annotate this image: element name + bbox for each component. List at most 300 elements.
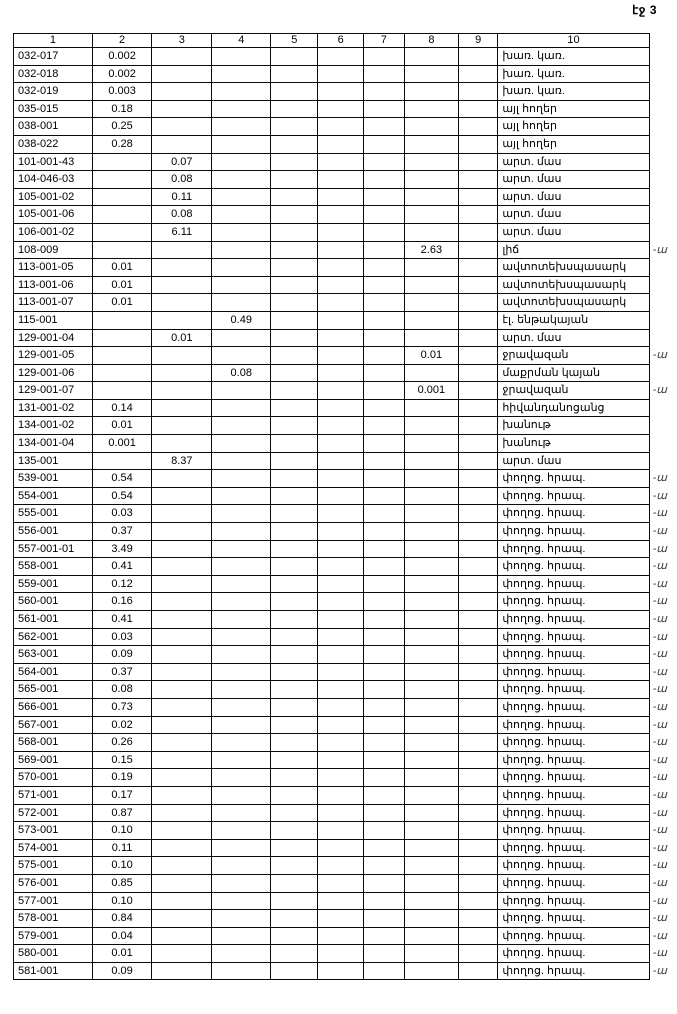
area-value-cell — [318, 470, 364, 488]
area-value-cell — [152, 311, 212, 329]
table-row — [14, 206, 677, 224]
table-row — [14, 347, 677, 365]
area-value-cell — [318, 417, 364, 435]
area-value-cell — [404, 523, 458, 541]
land-use-cell: փողոց. հրապ. — [498, 558, 649, 576]
handwritten-margin-mark: -ա — [652, 876, 668, 889]
area-value-cell — [363, 804, 404, 822]
land-use-cell: էլ. ենթակայան — [498, 311, 649, 329]
area-value-cell — [363, 892, 404, 910]
area-value-cell — [92, 188, 152, 206]
area-value-cell — [459, 910, 498, 928]
area-value-cell — [271, 223, 318, 241]
area-value-cell — [318, 734, 364, 752]
land-use-cell: խանութ — [498, 435, 649, 453]
land-use-cell: փողոց. հրապ. — [498, 575, 649, 593]
area-value-cell: 0.07 — [152, 153, 212, 171]
area-value-cell — [363, 540, 404, 558]
area-value-cell — [212, 822, 271, 840]
area-value-cell — [318, 206, 364, 224]
land-use-cell: լիճ — [498, 241, 649, 259]
area-value-cell — [318, 223, 364, 241]
area-value-cell — [271, 171, 318, 189]
handwritten-margin-mark: -ա — [652, 595, 668, 608]
handwritten-margin-mark: -ա — [652, 753, 668, 766]
area-value-cell: 0.28 — [92, 135, 152, 153]
area-value-cell — [318, 945, 364, 963]
area-value-cell — [212, 83, 271, 101]
parcel-code-cell: 574-001 — [14, 839, 93, 857]
area-value-cell — [363, 857, 404, 875]
parcel-code-cell: 570-001 — [14, 769, 93, 787]
area-value-cell — [152, 769, 212, 787]
area-value-cell — [271, 206, 318, 224]
table-row — [14, 48, 677, 66]
area-value-cell — [459, 927, 498, 945]
area-value-cell — [92, 452, 152, 470]
land-use-cell: այլ հողեր — [498, 100, 649, 118]
area-value-cell: 0.54 — [92, 470, 152, 488]
area-value-cell: 0.03 — [92, 628, 152, 646]
area-value-cell — [271, 347, 318, 365]
column-header: 6 — [318, 34, 364, 48]
parcel-code-cell: 559-001 — [14, 575, 93, 593]
area-value-cell — [318, 751, 364, 769]
parcel-code-cell: 567-001 — [14, 716, 93, 734]
area-value-cell: 0.14 — [92, 399, 152, 417]
area-value-cell — [404, 646, 458, 664]
land-use-cell: փողոց. հրապ. — [498, 839, 649, 857]
area-value-cell — [459, 487, 498, 505]
area-value-cell — [271, 435, 318, 453]
area-value-cell — [152, 118, 212, 136]
table-row — [14, 135, 677, 153]
land-use-cell: փողոց. հրապ. — [498, 523, 649, 541]
area-value-cell — [459, 716, 498, 734]
area-value-cell — [404, 188, 458, 206]
handwritten-margin-mark: -ա — [652, 472, 668, 485]
area-value-cell — [92, 223, 152, 241]
area-value-cell — [92, 153, 152, 171]
land-use-cell: արտ. մաս — [498, 452, 649, 470]
area-value-cell — [363, 874, 404, 892]
area-value-cell — [212, 135, 271, 153]
area-value-cell — [459, 347, 498, 365]
area-value-cell — [152, 734, 212, 752]
area-value-cell — [152, 663, 212, 681]
area-value-cell — [404, 364, 458, 382]
land-use-cell: փողոց. հրապ. — [498, 505, 649, 523]
parcel-code-cell: 105-001-06 — [14, 206, 93, 224]
parcel-code-cell: 035-015 — [14, 100, 93, 118]
area-value-cell: 0.10 — [92, 892, 152, 910]
land-use-cell: փողոց. հրապ. — [498, 751, 649, 769]
parcel-code-cell: 032-019 — [14, 83, 93, 101]
table-row — [14, 822, 677, 840]
area-value-cell — [92, 382, 152, 400]
area-value-cell — [212, 241, 271, 259]
area-value-cell — [271, 857, 318, 875]
area-value-cell — [271, 822, 318, 840]
area-value-cell — [271, 681, 318, 699]
land-use-cell: փողոց. հրապ. — [498, 611, 649, 629]
handwritten-margin-mark: -ա — [652, 349, 668, 362]
area-value-cell — [152, 698, 212, 716]
handwritten-margin-mark — [649, 188, 676, 206]
handwritten-margin-mark: -ա — [652, 947, 668, 960]
area-value-cell — [363, 628, 404, 646]
table-row — [14, 804, 677, 822]
area-value-cell — [212, 399, 271, 417]
area-value-cell — [212, 540, 271, 558]
area-value-cell: 2.63 — [404, 241, 458, 259]
land-use-cell: փողոց. հրապ. — [498, 646, 649, 664]
area-value-cell — [459, 769, 498, 787]
table-row — [14, 276, 677, 294]
parcel-code-cell: 038-001 — [14, 118, 93, 136]
area-value-cell — [363, 822, 404, 840]
area-value-cell — [212, 628, 271, 646]
area-value-cell: 0.41 — [92, 611, 152, 629]
area-value-cell — [459, 311, 498, 329]
area-value-cell — [363, 769, 404, 787]
parcel-code-cell: 572-001 — [14, 804, 93, 822]
area-value-cell — [363, 294, 404, 312]
area-value-cell — [459, 945, 498, 963]
table-row — [14, 241, 677, 259]
area-value-cell — [363, 48, 404, 66]
table-row — [14, 646, 677, 664]
area-value-cell — [152, 100, 212, 118]
column-header: 1 — [14, 34, 93, 48]
area-value-cell: 8.37 — [152, 452, 212, 470]
parcel-code-cell: 556-001 — [14, 523, 93, 541]
handwritten-margin-mark: -ա — [652, 929, 668, 942]
area-value-cell — [92, 171, 152, 189]
handwritten-margin-mark — [649, 311, 676, 329]
area-value-cell — [363, 364, 404, 382]
handwritten-margin-mark: -ա — [652, 648, 668, 661]
area-value-cell — [404, 118, 458, 136]
handwritten-margin-mark — [649, 118, 676, 136]
area-value-cell — [271, 382, 318, 400]
table-row — [14, 628, 677, 646]
parcel-code-cell: 566-001 — [14, 698, 93, 716]
area-value-cell — [271, 558, 318, 576]
area-value-cell — [404, 417, 458, 435]
area-value-cell: 0.001 — [92, 435, 152, 453]
area-value-cell — [363, 927, 404, 945]
table-row — [14, 611, 677, 629]
area-value-cell — [404, 135, 458, 153]
area-value-cell — [459, 558, 498, 576]
handwritten-margin-mark: -ա — [652, 964, 668, 977]
area-value-cell — [271, 417, 318, 435]
area-value-cell — [459, 839, 498, 857]
parcel-code-cell: 578-001 — [14, 910, 93, 928]
area-value-cell: 0.08 — [92, 681, 152, 699]
parcel-code-cell: 115-001 — [14, 311, 93, 329]
parcel-code-cell: 113-001-07 — [14, 294, 93, 312]
area-value-cell — [152, 962, 212, 980]
area-value-cell — [212, 681, 271, 699]
area-value-cell — [212, 698, 271, 716]
area-value-cell — [404, 786, 458, 804]
area-value-cell — [271, 399, 318, 417]
column-header: 10 — [498, 34, 649, 48]
area-value-cell — [404, 48, 458, 66]
area-value-cell — [212, 259, 271, 277]
parcel-code-cell: 571-001 — [14, 786, 93, 804]
area-value-cell — [271, 611, 318, 629]
parcel-code-cell: 104-046-03 — [14, 171, 93, 189]
area-value-cell — [212, 575, 271, 593]
area-value-cell — [404, 751, 458, 769]
land-use-cell: փողոց. հրապ. — [498, 540, 649, 558]
area-value-cell: 0.11 — [92, 839, 152, 857]
area-value-cell: 0.01 — [92, 945, 152, 963]
area-value-cell — [212, 716, 271, 734]
area-value-cell — [318, 505, 364, 523]
area-value-cell: 0.54 — [92, 487, 152, 505]
parcel-code-cell: 038-022 — [14, 135, 93, 153]
area-value-cell — [459, 663, 498, 681]
area-value-cell — [459, 399, 498, 417]
area-value-cell: 0.08 — [212, 364, 271, 382]
area-value-cell — [404, 945, 458, 963]
area-value-cell — [152, 435, 212, 453]
area-value-cell — [152, 611, 212, 629]
area-value-cell — [212, 769, 271, 787]
handwritten-margin-mark — [649, 223, 676, 241]
area-value-cell — [271, 892, 318, 910]
area-value-cell — [404, 839, 458, 857]
area-value-cell — [459, 822, 498, 840]
area-value-cell — [459, 628, 498, 646]
area-value-cell — [459, 100, 498, 118]
handwritten-margin-mark: -ա — [652, 788, 668, 801]
area-value-cell: 0.11 — [152, 188, 212, 206]
land-use-cell: մաքրման կայան — [498, 364, 649, 382]
area-value-cell — [404, 874, 458, 892]
area-value-cell — [363, 558, 404, 576]
area-value-cell — [404, 100, 458, 118]
area-value-cell — [152, 382, 212, 400]
area-value-cell — [404, 487, 458, 505]
parcel-code-cell: 106-001-02 — [14, 223, 93, 241]
area-value-cell: 0.01 — [404, 347, 458, 365]
parcel-code-cell: 580-001 — [14, 945, 93, 963]
area-value-cell — [152, 523, 212, 541]
table-row — [14, 839, 677, 857]
area-value-cell — [212, 804, 271, 822]
area-value-cell — [212, 276, 271, 294]
area-value-cell — [152, 786, 212, 804]
area-value-cell — [152, 399, 212, 417]
handwritten-margin-mark: -ա — [652, 771, 668, 784]
land-use-cell: խառ. կառ. — [498, 83, 649, 101]
table-row — [14, 716, 677, 734]
land-use-cell: փողոց. հրապ. — [498, 892, 649, 910]
area-value-cell — [152, 364, 212, 382]
area-value-cell — [318, 628, 364, 646]
area-value-cell — [152, 294, 212, 312]
parcel-code-cell: 032-018 — [14, 65, 93, 83]
area-value-cell — [318, 171, 364, 189]
area-value-cell — [212, 646, 271, 664]
area-value-cell — [152, 910, 212, 928]
area-value-cell — [459, 364, 498, 382]
area-value-cell — [318, 83, 364, 101]
table-row — [14, 188, 677, 206]
area-value-cell — [152, 48, 212, 66]
handwritten-margin-mark: -ա — [652, 560, 668, 573]
area-value-cell — [459, 135, 498, 153]
area-value-cell — [404, 857, 458, 875]
area-value-cell — [459, 329, 498, 347]
table-row — [14, 382, 677, 400]
area-value-cell — [271, 540, 318, 558]
parcel-code-cell: 564-001 — [14, 663, 93, 681]
area-value-cell — [404, 681, 458, 699]
table-row — [14, 769, 677, 787]
area-value-cell — [212, 329, 271, 347]
handwritten-margin-mark: -ա — [652, 700, 668, 713]
area-value-cell — [271, 505, 318, 523]
area-value-cell — [318, 822, 364, 840]
parcel-code-cell: 108-009 — [14, 241, 93, 259]
area-value-cell — [152, 558, 212, 576]
area-value-cell: 0.49 — [212, 311, 271, 329]
area-value-cell — [459, 751, 498, 769]
area-value-cell — [318, 364, 364, 382]
area-value-cell — [318, 910, 364, 928]
area-value-cell — [152, 628, 212, 646]
land-use-cell: արտ. մաս — [498, 188, 649, 206]
table-row — [14, 118, 677, 136]
area-value-cell — [152, 470, 212, 488]
area-value-cell — [459, 435, 498, 453]
table-row — [14, 945, 677, 963]
area-value-cell: 0.37 — [92, 663, 152, 681]
area-value-cell — [404, 223, 458, 241]
area-value-cell — [152, 65, 212, 83]
area-value-cell — [459, 118, 498, 136]
handwritten-margin-mark — [649, 435, 676, 453]
area-value-cell — [212, 452, 271, 470]
handwritten-margin-mark: -ա — [652, 894, 668, 907]
parcel-code-cell: 555-001 — [14, 505, 93, 523]
land-use-cell: ջրավազան — [498, 347, 649, 365]
area-value-cell — [152, 540, 212, 558]
land-use-cell: փողոց. հրապ. — [498, 593, 649, 611]
area-value-cell — [212, 505, 271, 523]
area-value-cell — [212, 188, 271, 206]
parcel-code-cell: 539-001 — [14, 470, 93, 488]
table-row — [14, 575, 677, 593]
area-value-cell — [92, 347, 152, 365]
area-value-cell — [404, 505, 458, 523]
area-value-cell — [271, 927, 318, 945]
parcel-code-cell: 113-001-05 — [14, 259, 93, 277]
table-row — [14, 470, 677, 488]
land-use-cell: ավտոտեխսպասարկ — [498, 276, 649, 294]
area-value-cell — [152, 417, 212, 435]
area-value-cell — [459, 206, 498, 224]
area-value-cell — [271, 593, 318, 611]
area-value-cell — [152, 83, 212, 101]
area-value-cell — [459, 188, 498, 206]
area-value-cell — [271, 48, 318, 66]
area-value-cell: 0.02 — [92, 716, 152, 734]
land-use-cell: փողոց. հրապ. — [498, 734, 649, 752]
table-row — [14, 786, 677, 804]
area-value-cell — [271, 294, 318, 312]
parcel-code-cell: 576-001 — [14, 874, 93, 892]
area-value-cell — [92, 206, 152, 224]
area-value-cell — [152, 839, 212, 857]
table-row — [14, 540, 677, 558]
area-value-cell: 0.10 — [92, 857, 152, 875]
table-row — [14, 874, 677, 892]
table-row — [14, 523, 677, 541]
area-value-cell — [212, 663, 271, 681]
area-value-cell — [363, 945, 404, 963]
area-value-cell — [404, 540, 458, 558]
land-use-cell: փողոց. հրապ. — [498, 927, 649, 945]
area-value-cell — [459, 470, 498, 488]
land-use-cell: փողոց. հրապ. — [498, 769, 649, 787]
area-value-cell — [404, 83, 458, 101]
area-value-cell — [404, 259, 458, 277]
area-value-cell — [318, 294, 364, 312]
table-row — [14, 593, 677, 611]
area-value-cell — [271, 364, 318, 382]
area-value-cell — [212, 874, 271, 892]
area-value-cell — [271, 698, 318, 716]
area-value-cell — [318, 575, 364, 593]
handwritten-margin-mark — [649, 417, 676, 435]
land-use-cell: փողոց. հրապ. — [498, 822, 649, 840]
area-value-cell — [404, 734, 458, 752]
handwritten-margin-mark — [649, 329, 676, 347]
area-value-cell — [318, 716, 364, 734]
land-use-cell: փողոց. հրապ. — [498, 628, 649, 646]
area-value-cell — [459, 540, 498, 558]
handwritten-margin-mark: -ա — [652, 507, 668, 520]
table-row — [14, 259, 677, 277]
table-row — [14, 399, 677, 417]
table-row — [14, 329, 677, 347]
area-value-cell — [152, 874, 212, 892]
handwritten-margin-mark — [649, 206, 676, 224]
area-value-cell — [404, 206, 458, 224]
parcel-code-cell: 135-001 — [14, 452, 93, 470]
area-value-cell — [459, 575, 498, 593]
area-value-cell — [318, 646, 364, 664]
land-use-cell: փողոց. հրապ. — [498, 716, 649, 734]
area-value-cell — [363, 135, 404, 153]
area-value-cell — [318, 435, 364, 453]
table-header-row — [14, 34, 677, 48]
area-value-cell — [318, 558, 364, 576]
area-value-cell: 0.09 — [92, 962, 152, 980]
area-value-cell: 0.002 — [92, 48, 152, 66]
area-value-cell — [404, 452, 458, 470]
area-value-cell — [404, 153, 458, 171]
column-header: 2 — [92, 34, 152, 48]
area-value-cell — [404, 311, 458, 329]
